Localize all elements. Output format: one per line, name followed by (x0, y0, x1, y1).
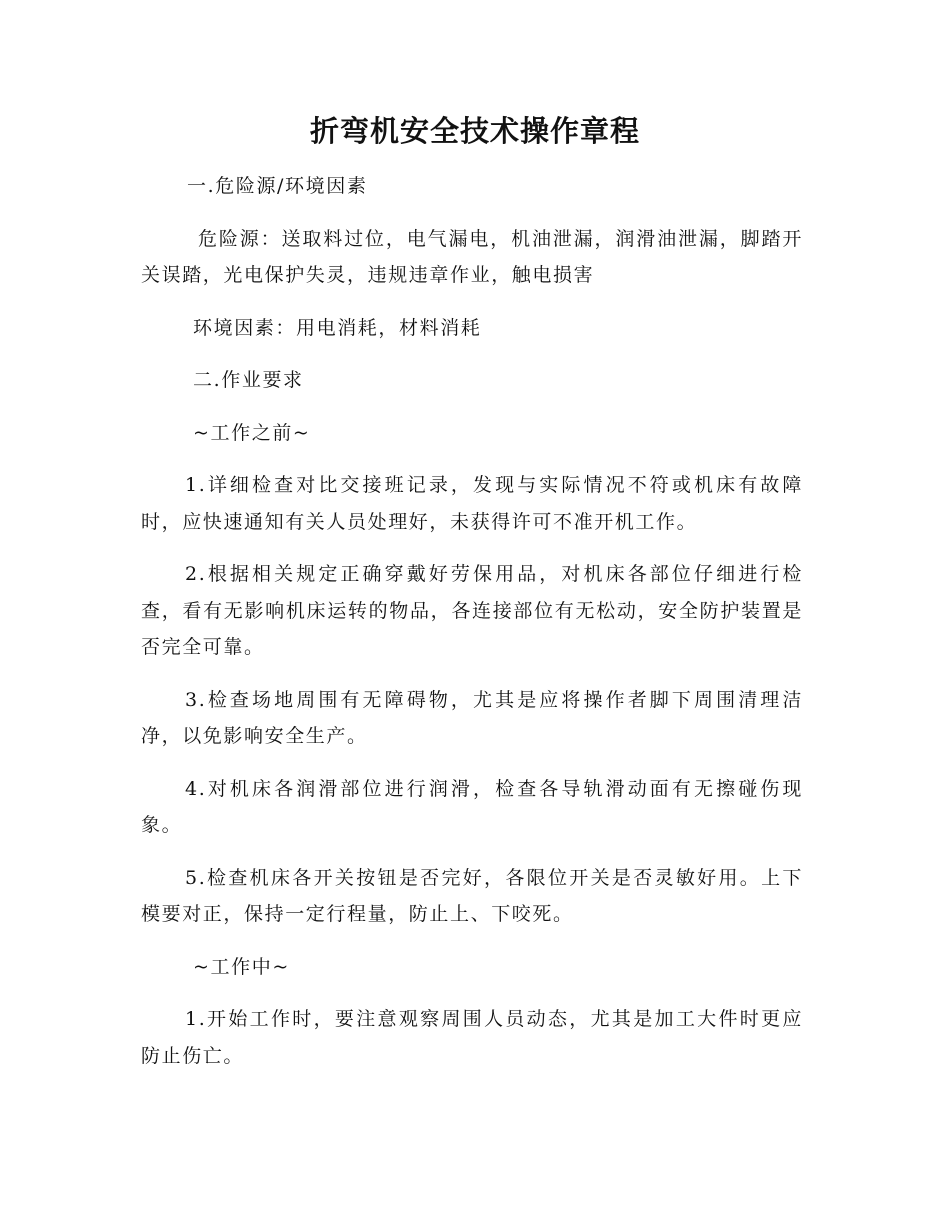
paragraph-environment-factors: 环境因素：用电消耗，材料消耗 (193, 316, 482, 339)
paragraph-hazard-sources: 危险源：送取料过位，电气漏电，机油泄漏，润滑油泄漏，脚踏开关误踏，光电保护失灵，违规违章作业，触电损害 (141, 227, 803, 286)
subheading-during-work: ~工作中~ (193, 955, 290, 978)
document-body (141, 168, 803, 1090)
section-heading-hazards: 一.危险源/环境因素 (187, 175, 368, 197)
list-item-during-1: 1.开始工作时，要注意观察周围人员动态，尤其是加工大件时更应防止伤亡。 (141, 1008, 803, 1067)
list-item-before-4: 4.对机床各润滑部位进行润滑，检查各导轨滑动面有无擦碰伤现象。 (141, 777, 803, 836)
list-item-before-1: 1.详细检查对比交接班记录，发现与实际情况不符或机床有故障时，应快速通知有关人员处理好，未获得许可不准开机工作。 (141, 474, 803, 533)
subheading-before-work: ~工作之前~ (193, 421, 311, 444)
list-item-before-5: 5.检查机床各开关按钮是否完好，各限位开关是否灵敏好用。上下模要对正，保持一定行程量，防止上、下咬死。 (141, 866, 803, 925)
section-heading-requirements: 二.作业要求 (193, 369, 304, 391)
document-title: 折弯机安全技术操作章程 (309, 114, 640, 148)
list-item-before-3: 3.检查场地周围有无障碍物，尤其是应将操作者脚下周围清理洁净，以免影响安全生产。 (141, 688, 803, 747)
list-item-before-2: 2.根据相关规定正确穿戴好劳保用品，对机床各部位仔细进行检查，看有无影响机床运转的物品，各连接部位有无松动，安全防护装置是否完全可靠。 (141, 563, 803, 658)
